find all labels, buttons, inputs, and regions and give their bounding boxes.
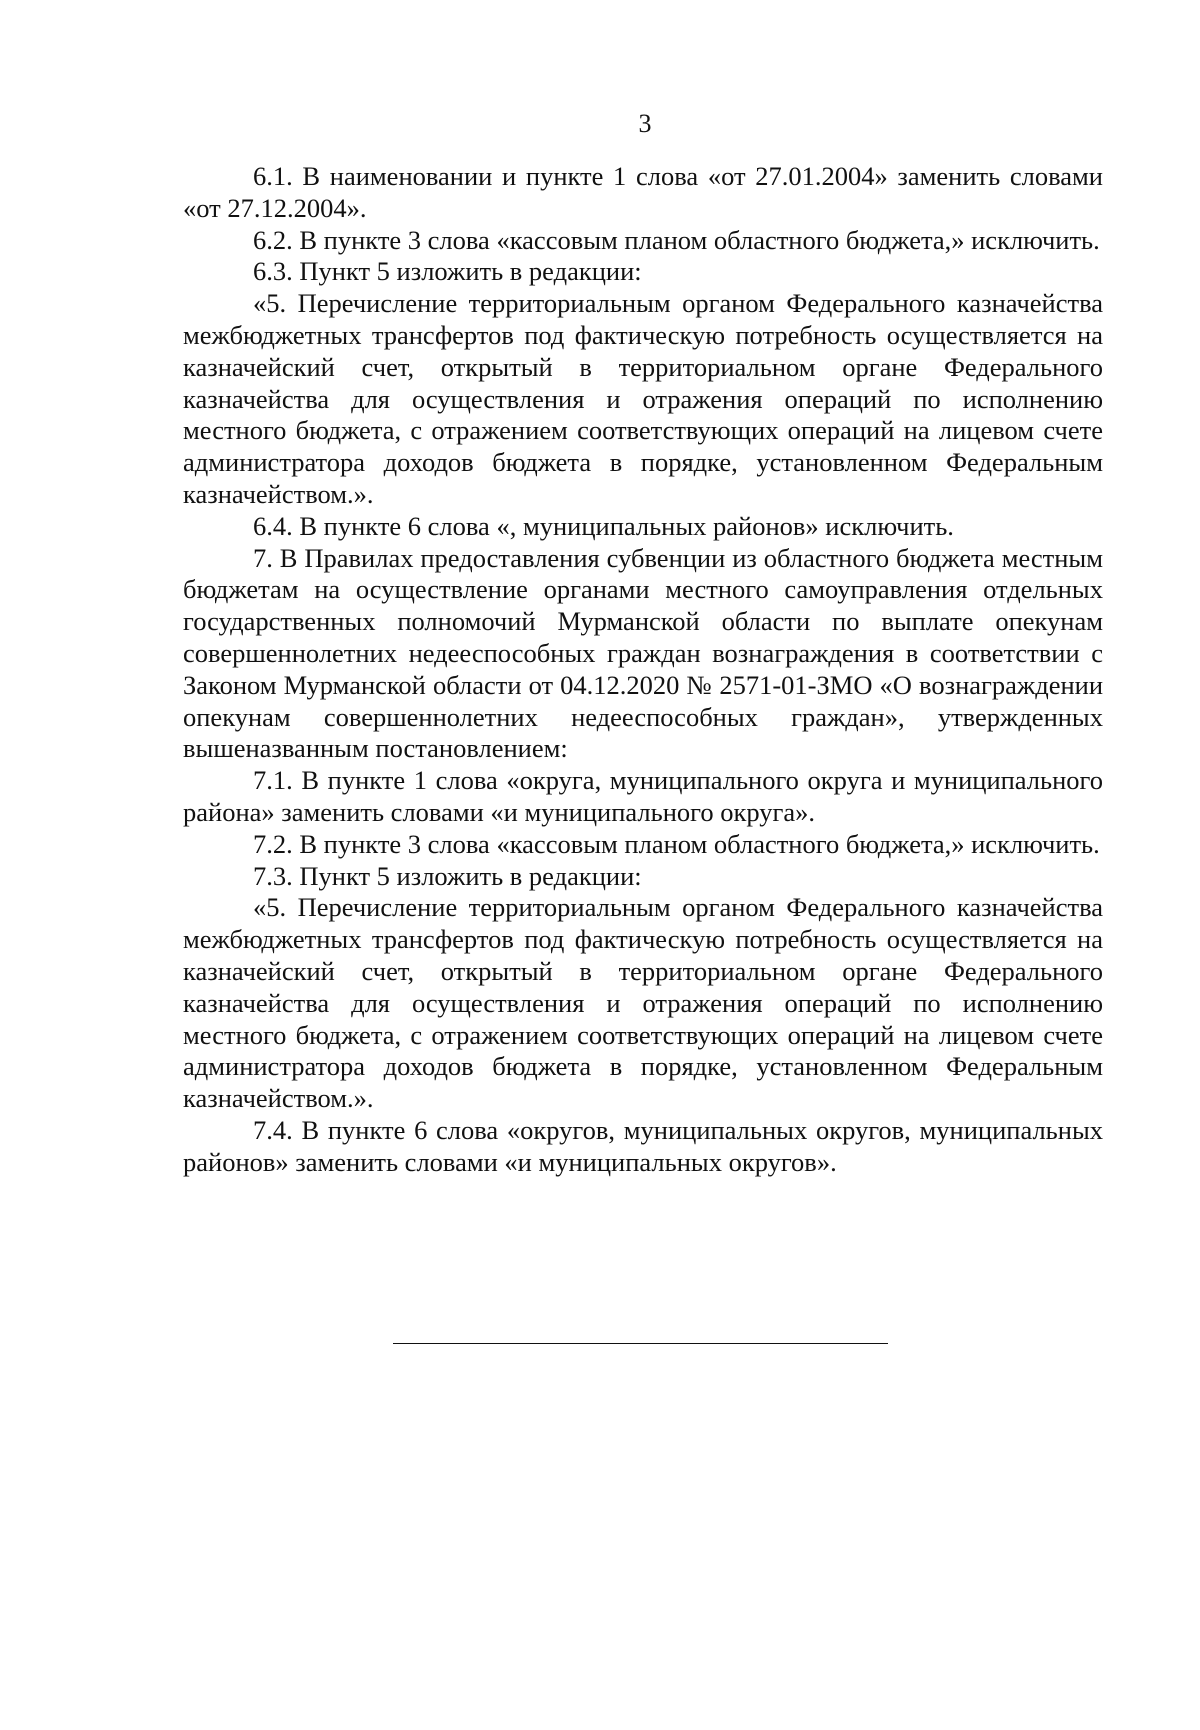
paragraph-7-3: 7.3. Пункт 5 изложить в редакции: [253,860,642,891]
paragraph-7-2: 7.2. В пункте 3 слова «кассовым планом областного бюджета,» исключить. [253,828,1100,859]
page-number: 3 [638,109,652,138]
paragraph-6-3-quote: «5. Перечисление территориальным органом Федерального казначейства межбюджетных трансфертов под фактическую потребность осуществляется на казначейский счет, открытый в территориальном органе Федерального казначейства для осуществления и отражения операций по исполнению местного бюджета, с отражением соответствующих операций на лицевом счете администратора доходов бюджета в порядке, установленном Федеральным казначейством.». [183,288,1103,509]
paragraph-6-2: 6.2. В пункте 3 слова «кассовым планом областного бюджета,» исключить. [253,224,1100,255]
paragraph-6-3: 6.3. Пункт 5 изложить в редакции: [253,256,642,287]
paragraph-7-3-quote: «5. Перечисление территориальным органом Федерального казначейства межбюджетных трансфертов под фактическую потребность осуществляется на казначейский счет, открытый в территориальном органе Федерального казначейства для осуществления и отражения операций по исполнению местного бюджета, с отражением соответствующих операций на лицевом счете администратора доходов бюджета в порядке, установленном Федеральным казначейством.». [183,892,1103,1114]
paragraph-7: 7. В Правилах предоставления субвенции из областного бюджета местным бюджетам на осуществление органами местного самоуправления отдельных государственных полномочий Мурманской области по выплате опекунам совершеннолетних недееспособных граждан вознаграждения в соответствии с Законом Мурманской области от 04.12.2020 № 2571-01-ЗМО «О вознаграждении опекунам совершеннолетних недееспособных граждан», утвержденных вышеназванным постановлением: [183,542,1103,764]
paragraph-6-1: 6.1. В наименовании и пункте 1 слова «от 27.01.2004» заменить словами «от 27.12.2004». [183,161,1103,223]
document-body [183,161,1103,1179]
end-divider [393,1343,888,1344]
paragraph-7-1: 7.1. В пункте 1 слова «округа, муниципального округа и муниципального района» заменить словами «и муниципального округа». [183,765,1103,827]
paragraph-7-4: 7.4. В пункте 6 слова «округов, муниципальных округов, муниципальных районов» заменить словами «и муниципальных округов». [183,1114,1103,1177]
paragraph-6-4: 6.4. В пункте 6 слова «, муниципальных районов» исключить. [253,510,954,541]
